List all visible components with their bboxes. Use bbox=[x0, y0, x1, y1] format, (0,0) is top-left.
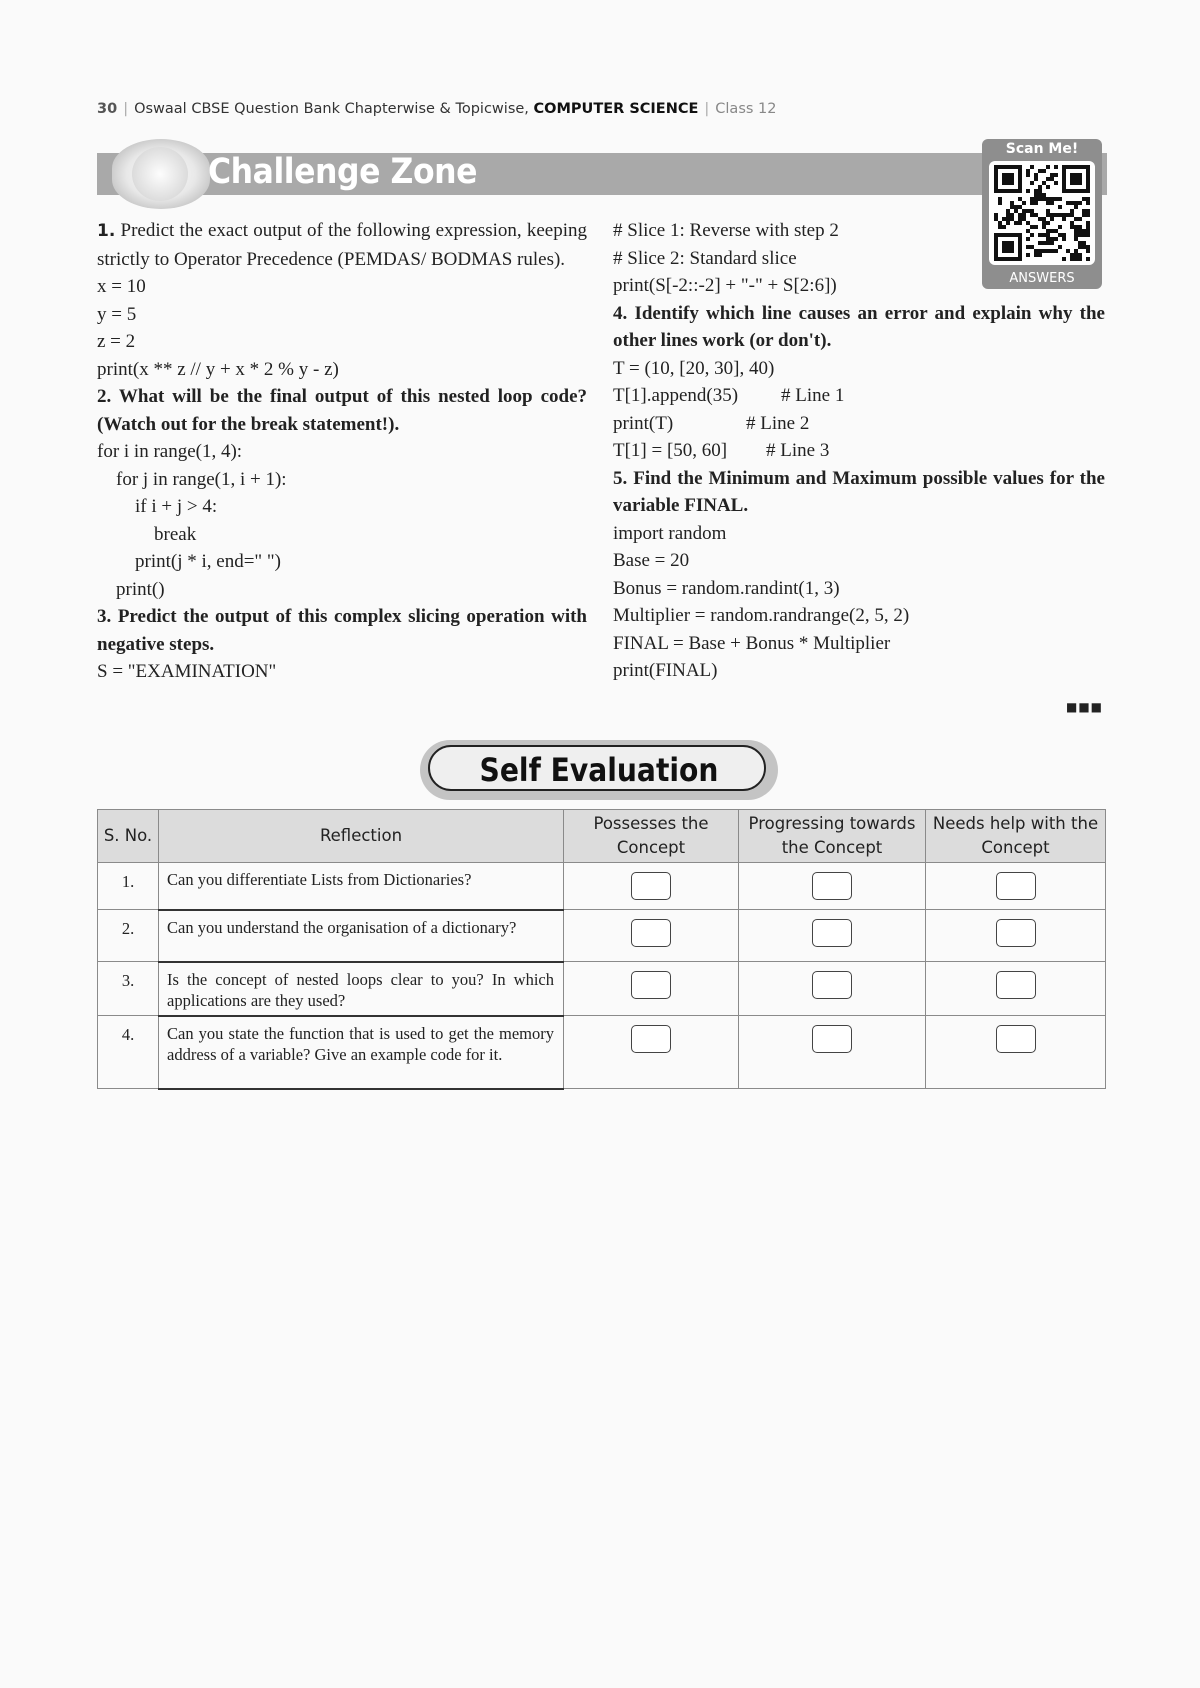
question-5: 5. Find the Minimum and Maximum possible values for the variable FINAL. bbox=[613, 467, 1105, 516]
code-line: T[1] = [50, 60] # Line 3 bbox=[613, 440, 830, 461]
code-line: for j in range(1, i + 1): bbox=[116, 468, 287, 490]
header-needs-help: Needs help with the Concept bbox=[926, 810, 1106, 863]
reflection-text: Can you state the function that is used to get the memory address of a variable? Give an example code for it. bbox=[159, 1016, 564, 1089]
page-header: 30 | Oswaal CBSE Question Bank Chapterwise & Topicwise, COMPUTER SCIENCE | Class 12 bbox=[97, 101, 777, 117]
code-line: Multiplier = random.randrange(2, 5, 2) bbox=[613, 605, 910, 626]
page-number: 30 bbox=[97, 101, 118, 117]
scan-me-label: Scan Me! bbox=[1005, 141, 1079, 157]
code-line: for i in range(1, 4): bbox=[97, 441, 243, 462]
code-line: break bbox=[154, 523, 197, 545]
section-end-mark: ■■■ bbox=[1066, 700, 1104, 714]
right-column bbox=[613, 217, 1105, 685]
reflection-text: Can you differentiate Lists from Dictionaries? bbox=[159, 863, 564, 910]
answers-label: ANSWERS bbox=[1009, 271, 1075, 286]
question-4: 4. Identify which line causes an error and explain why the other lines work (or don't). bbox=[613, 302, 1105, 351]
code-line: # Slice 2: Standard slice bbox=[613, 247, 797, 269]
code-line: # Slice 1: Reverse with step 2 bbox=[613, 220, 839, 241]
code-line: print(j * i, end=" ") bbox=[135, 551, 282, 572]
possesses-checkbox[interactable] bbox=[631, 919, 671, 947]
question-3: 3. Predict the output of this complex slicing operation with negative steps. bbox=[97, 606, 587, 655]
header-progressing: Progressing towards the Concept bbox=[739, 810, 926, 863]
code-line: x = 10 bbox=[97, 276, 146, 297]
code-line: T = (10, [20, 30], 40) bbox=[613, 357, 775, 379]
self-evaluation-table bbox=[97, 809, 1106, 1090]
banner-decoration bbox=[112, 139, 210, 209]
needs-help-checkbox[interactable] bbox=[996, 1025, 1036, 1053]
code-line: print(S[-2::-2] + "-" + S[2:6]) bbox=[613, 275, 837, 296]
table-row bbox=[98, 863, 1106, 910]
header-possesses: Possesses the Concept bbox=[564, 810, 739, 863]
header-reflection: Reflection bbox=[159, 810, 564, 863]
code-line: import random bbox=[613, 522, 727, 544]
book-title: Oswaal CBSE Question Bank Chapterwise & Topicwise, bbox=[134, 101, 529, 117]
row-number: 3. bbox=[98, 962, 159, 1016]
needs-help-checkbox[interactable] bbox=[996, 919, 1036, 947]
code-line: print() bbox=[116, 578, 165, 600]
row-number: 2. bbox=[98, 910, 159, 962]
table-row bbox=[98, 1016, 1106, 1089]
challenge-zone-title: Challenge Zone bbox=[208, 152, 478, 192]
progressing-checkbox[interactable] bbox=[812, 1025, 852, 1053]
code-line: S = "EXAMINATION" bbox=[97, 661, 277, 682]
possesses-checkbox[interactable] bbox=[631, 1025, 671, 1053]
code-line: y = 5 bbox=[97, 303, 137, 325]
table-row bbox=[98, 962, 1106, 1016]
progressing-checkbox[interactable] bbox=[812, 872, 852, 900]
row-number: 1. bbox=[98, 863, 159, 910]
code-line: FINAL = Base + Bonus * Multiplier bbox=[613, 632, 891, 654]
code-line: Base = 20 bbox=[613, 550, 690, 571]
question-2: 2. What will be the final output of this nested loop code? (Watch out for the break statement!). bbox=[97, 386, 587, 435]
code-line: print(x ** z // y + x * 2 % y - z) bbox=[97, 358, 339, 380]
question-1: 1. Predict the exact output of the following expression, keeping strictly to Operator Precedence (PEMDAS/ BODMAS rules). bbox=[97, 220, 587, 270]
code-line: T[1].append(35) # Line 1 bbox=[613, 385, 845, 406]
class-label: Class 12 bbox=[715, 101, 777, 117]
table-row bbox=[98, 910, 1106, 962]
possesses-checkbox[interactable] bbox=[631, 971, 671, 999]
code-line: if i + j > 4: bbox=[135, 496, 218, 517]
possesses-checkbox[interactable] bbox=[631, 872, 671, 900]
progressing-checkbox[interactable] bbox=[812, 919, 852, 947]
subject-name: COMPUTER SCIENCE bbox=[533, 101, 699, 117]
header-sno: S. No. bbox=[98, 810, 159, 863]
row-number: 4. bbox=[98, 1016, 159, 1089]
self-evaluation-heading bbox=[420, 740, 778, 800]
reflection-text: Is the concept of nested loops clear to you? In which applications are they used? bbox=[159, 962, 564, 1016]
reflection-text: Can you understand the organisation of a dictionary? bbox=[159, 910, 564, 962]
self-evaluation-title: Self Evaluation bbox=[479, 751, 719, 789]
table-header-row bbox=[98, 810, 1106, 863]
needs-help-checkbox[interactable] bbox=[996, 971, 1036, 999]
code-line: Bonus = random.randint(1, 3) bbox=[613, 577, 840, 599]
left-column bbox=[97, 217, 587, 686]
progressing-checkbox[interactable] bbox=[812, 971, 852, 999]
needs-help-checkbox[interactable] bbox=[996, 872, 1036, 900]
code-line: print(T) # Line 2 bbox=[613, 412, 810, 434]
code-line: print(FINAL) bbox=[613, 660, 718, 681]
code-line: z = 2 bbox=[97, 331, 136, 352]
